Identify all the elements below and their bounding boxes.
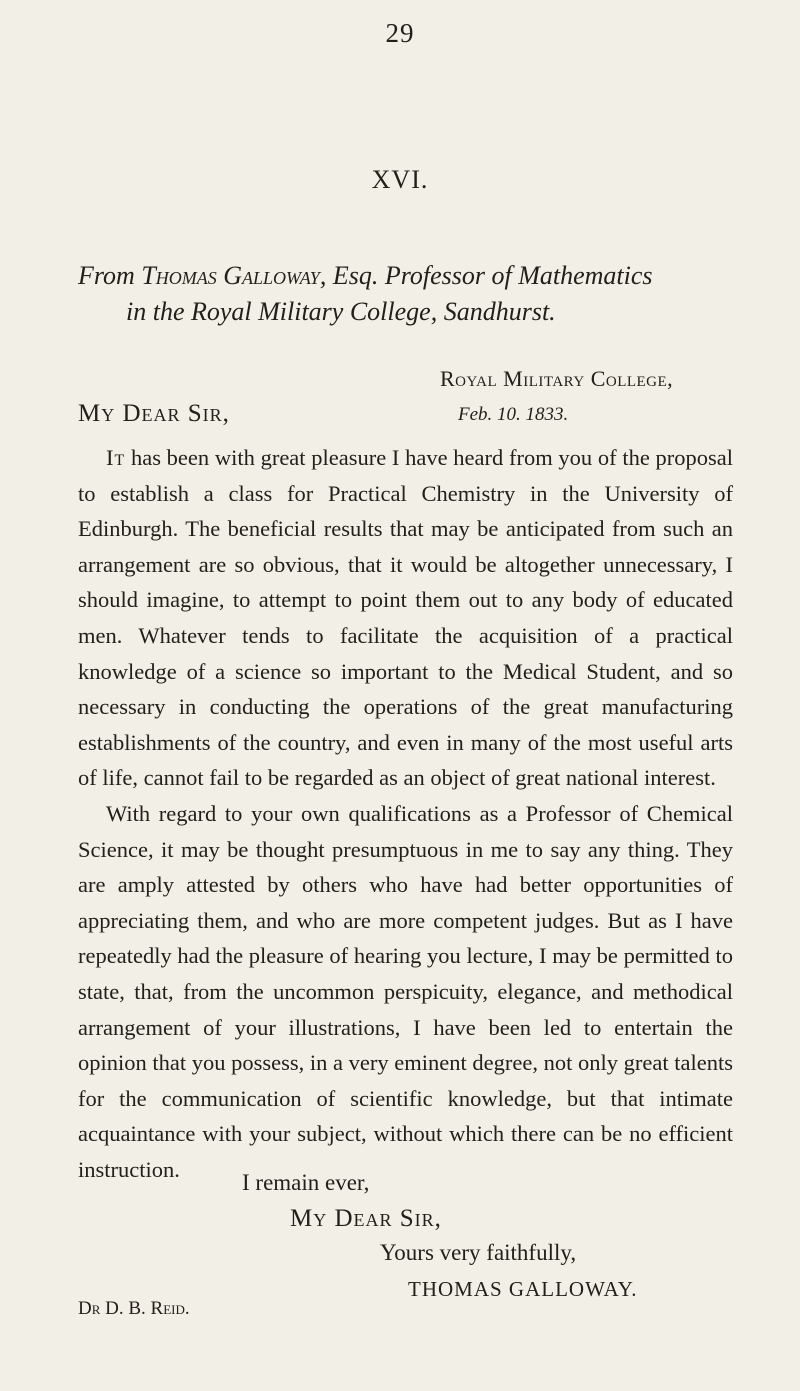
recipient: Dr D. B. Reid. bbox=[78, 1298, 190, 1319]
paragraph-1-first-word: It bbox=[106, 445, 126, 470]
paragraph-1 bbox=[78, 440, 733, 796]
letter-heading bbox=[78, 258, 758, 330]
closing-line-3: Yours very faithfully, bbox=[380, 1240, 577, 1265]
signature: THOMAS GALLOWAY. bbox=[408, 1277, 638, 1301]
heading-title-line1: , Esq. Professor of Mathematics bbox=[319, 261, 653, 290]
paragraph-2 bbox=[78, 796, 733, 1188]
salutation: My Dear Sir, bbox=[78, 400, 230, 427]
heading-title-line2: in the Royal Military College, Sandhurst. bbox=[126, 297, 556, 326]
paragraph-2-text: With regard to your own qualifications as a Professor of Chemical Science, it may be thought presumptuous in me to say any thing. They are amply attested by others who have had better opportunities of appreciating them, and who are more competent judges. But as I have repeatedly had the pleasure of hearing you lecture, I may be permitted to state, that, from the uncommon perspicuity, elegance, and methodical arrangement of your illustrations, I have been led to entertain the opinion that you possess, in a very eminent degree, not only great talents for the communication of scientific knowledge, but that intimate acquaintance with your subject, without which there can be no efficient instruction. bbox=[78, 800, 733, 1182]
page-number: 29 bbox=[385, 18, 415, 48]
letter-body bbox=[78, 440, 733, 1187]
closing-line-1: I remain ever, bbox=[242, 1170, 370, 1195]
letter-number: XVI. bbox=[371, 165, 429, 194]
paragraph-1-text: has been with great pleasure I have heard from you of the proposal to establish a class for Practical Chemistry in the University of Edinburgh. The beneficial results that may be anticipated from such an arrangement are so obvious, that it would be altogether unnecessary, I should imagine, to attempt to point them out to any body of educated men. Whatever tends to facilitate the acquisition of a practical knowledge of a science so important to the Medical Student, and so necessary in conducting the operations of the great manufacturing establishments of the country, and even in many of the most useful arts of life, cannot fail to be regarded as an object of great national interest. bbox=[78, 445, 733, 791]
sender-address: Royal Military College, bbox=[440, 366, 674, 391]
letter-date bbox=[458, 404, 568, 426]
closing-line-2: My Dear Sir, bbox=[290, 1205, 442, 1232]
letter-date-text: Feb. 10. 1833. bbox=[458, 404, 569, 425]
heading-author-name: Thomas Galloway bbox=[141, 261, 320, 290]
heading-from: From bbox=[78, 261, 135, 290]
